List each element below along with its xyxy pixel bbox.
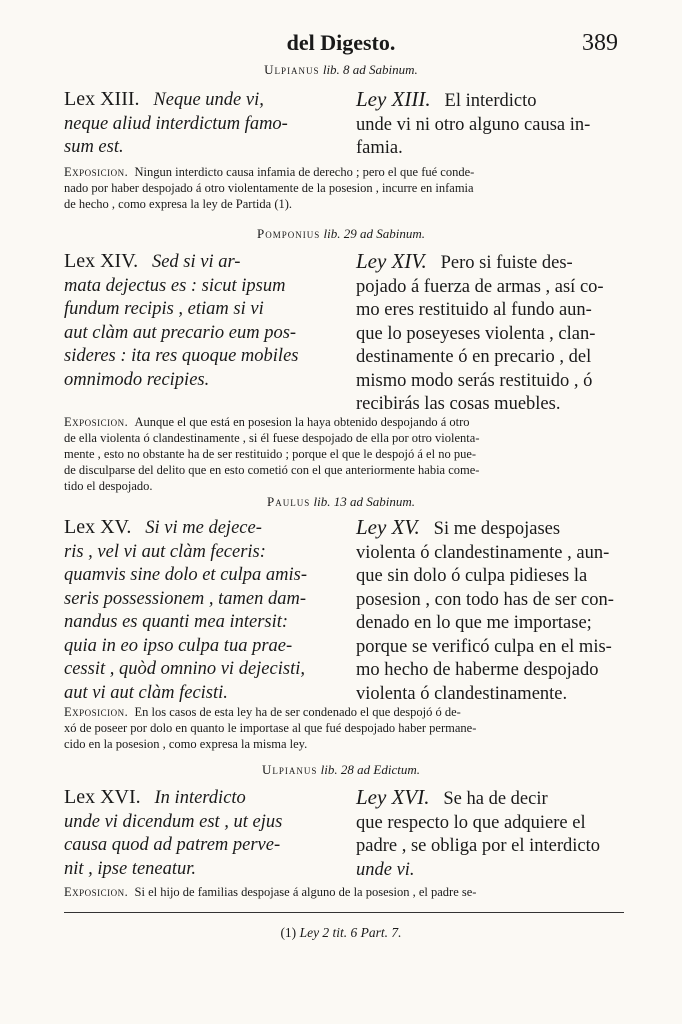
exposicion-line: cido en la posesion , como expresa la misma ley.	[64, 737, 308, 751]
spanish-line: que respecto lo que adquiere el	[356, 812, 586, 833]
spanish-line: violenta ó clandestinamente.	[356, 683, 568, 704]
latin-line: sideres : ita res quoque mobiles	[64, 346, 299, 366]
exposicion-label: Exposicion.	[64, 705, 129, 719]
exposicion-line: nado por haber despojado á otro violentamente de la posesion , incurre en infamia	[64, 181, 474, 195]
spanish-text	[356, 250, 618, 417]
spanish-line: Pero si fuiste des-	[440, 253, 573, 273]
exposicion-line: de disculparse del delito que en esto cometió con el que anteriormente habia come-	[64, 463, 480, 477]
ley-heading: Ley XV.	[356, 515, 420, 539]
latin-text	[64, 88, 346, 160]
latin-line: fundum recipis , etiam si vi	[64, 299, 264, 319]
footnote-rule	[64, 912, 624, 913]
exposicion-line: Aunque el que está en posesion la haya obtenido despojando á otro	[134, 415, 470, 429]
latin-line: quamvis sine dolo et culpa amis-	[64, 565, 308, 585]
spanish-line: famia.	[356, 138, 403, 158]
spanish-text	[356, 786, 618, 882]
latin-line: sum est.	[64, 137, 124, 157]
latin-line: nandus es quanti mea intersit:	[64, 612, 289, 632]
source-line	[0, 762, 682, 778]
running-head	[0, 30, 682, 60]
latin-line: aut clàm aut precario eum pos-	[64, 322, 297, 343]
exposicion-line: xó de poseer por dolo en quanto le importase al que fué despojado haber permane-	[64, 721, 477, 735]
exposicion	[64, 704, 616, 752]
ley-heading: Ley XIV.	[356, 249, 427, 273]
source-author: Ulpianus	[262, 762, 318, 777]
spanish-line: porque se verificó culpa en el mis-	[356, 636, 612, 657]
exposicion	[64, 164, 616, 212]
exposicion	[64, 884, 616, 900]
spanish-line: mo hecho de haberme despojado	[356, 660, 599, 680]
exposicion-line: mente , esto no obstante ha de ser restituido ; porque el que le despojó á el no pue-	[64, 447, 477, 461]
latin-line: neque aliud interdictum famo-	[64, 113, 288, 134]
latin-line: Neque unde vi,	[153, 90, 264, 110]
spanish-line: que sin dolo ó culpa pidieses la	[356, 566, 588, 586]
spanish-line: unde vi.	[356, 859, 415, 880]
spanish-line: El interdicto	[444, 91, 537, 111]
footnote-text: Ley 2 tit. 6 Part. 7.	[299, 925, 402, 940]
latin-line: unde vi dicendum est , ut ejus	[64, 811, 283, 832]
spanish-text	[356, 516, 618, 706]
spanish-text	[356, 88, 618, 161]
spanish-line: recibirás las cosas muebles.	[356, 394, 561, 414]
spanish-line: unde vi ni otro alguno causa in-	[356, 114, 591, 135]
latin-line: seris possessionem , tamen dam-	[64, 588, 307, 609]
running-title: del Digesto.	[286, 30, 396, 55]
latin-text	[64, 786, 346, 881]
spanish-line: denado en lo que me importase;	[356, 613, 592, 633]
spanish-line: violenta ó clandestinamente , aun-	[356, 542, 610, 563]
spanish-line: destinamente ó en precario , del	[356, 347, 592, 367]
exposicion-line: tido el despojado.	[64, 479, 153, 493]
lex-heading: Lex XVI.	[64, 786, 141, 808]
exposicion-line: de hecho , como expresa la ley de Partida (1).	[64, 197, 293, 211]
exposicion-line: Si el hijo de familias despojase á alguno de la posesion , el padre se-	[134, 885, 477, 899]
spanish-line: mo eres restituido al fundo aun-	[356, 300, 592, 320]
exposicion-line: de ella violenta ó clandestinamente , si él fuese despojado de ella por otro violenta-	[64, 431, 480, 445]
latin-line: Si vi me dejece-	[145, 518, 262, 538]
latin-line: cessit , quòd omnino vi dejecisti,	[64, 659, 305, 679]
latin-line: In interdicto	[154, 788, 246, 808]
spanish-line: mismo modo serás restituido , ó	[356, 370, 593, 391]
footnote	[0, 925, 682, 941]
ley-heading: Ley XIII.	[356, 87, 431, 111]
source-line	[0, 226, 682, 242]
page-number: 389	[582, 30, 618, 56]
source-reference: lib. 13 ad Sabinum.	[313, 494, 415, 509]
spanish-line: pojado á fuerza de armas , así co-	[356, 276, 604, 297]
spanish-line: que lo poseyeses violenta , clan-	[356, 323, 596, 344]
source-reference: lib. 28 ad Edictum.	[320, 762, 420, 777]
source-line	[0, 62, 682, 78]
exposicion-label: Exposicion.	[64, 165, 129, 179]
source-author: Ulpianus	[264, 62, 320, 77]
latin-line: quia in eo ipso culpa tua prae-	[64, 635, 293, 656]
source-reference: lib. 29 ad Sabinum.	[323, 226, 425, 241]
spanish-line: Se ha de decir	[443, 789, 548, 809]
source-line	[0, 494, 682, 510]
spanish-line: posesion , con todo has de ser con-	[356, 589, 614, 610]
spanish-line: padre , se obliga por el interdicto	[356, 836, 601, 856]
exposicion-label: Exposicion.	[64, 885, 129, 899]
latin-line: aut vi aut clàm fecisti.	[64, 682, 228, 703]
latin-line: mata dejectus es : sicut ipsum	[64, 275, 286, 296]
latin-line: ris , vel vi aut clàm feceris:	[64, 541, 266, 562]
footnote-marker: (1)	[280, 925, 297, 940]
latin-text	[64, 516, 346, 705]
source-reference: lib. 8 ad Sabinum.	[322, 62, 418, 77]
exposicion	[64, 414, 616, 494]
ley-heading: Ley XVI.	[356, 785, 430, 809]
exposicion-line: En los casos de esta ley ha de ser condenado el que despojó ó de-	[134, 705, 461, 719]
source-author: Pomponius	[257, 226, 321, 241]
exposicion-line: Ningun interdicto causa infamia de derecho ; pero el que fué conde-	[134, 165, 475, 179]
latin-line: omnimodo recipies.	[64, 369, 210, 390]
latin-line: nit , ipse teneatur.	[64, 858, 197, 879]
latin-text	[64, 250, 346, 392]
latin-line: causa quod ad patrem perve-	[64, 835, 281, 855]
spanish-line: Si me despojases	[433, 519, 561, 539]
exposicion-label: Exposicion.	[64, 415, 129, 429]
latin-line: Sed si vi ar-	[151, 252, 241, 272]
lex-heading: Lex XIII.	[64, 88, 140, 110]
source-author: Paulus	[267, 494, 311, 509]
lex-heading: Lex XV.	[64, 516, 132, 538]
lex-heading: Lex XIV.	[64, 250, 139, 272]
